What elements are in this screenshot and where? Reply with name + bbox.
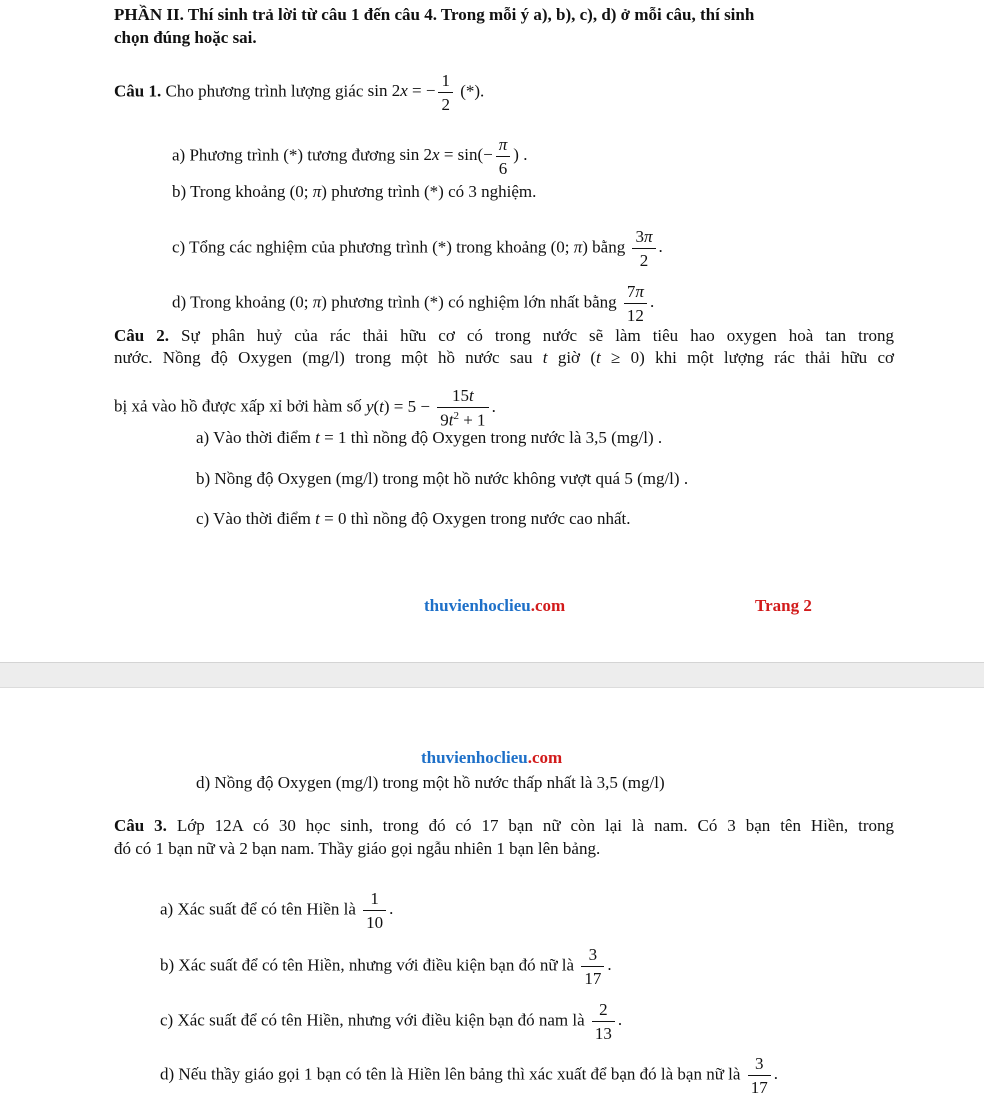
q2-line-2-pre: nước. Nồng độ Oxygen (mg/l) trong một hồ nước sau	[114, 348, 543, 367]
q1-c-value: $\frac{3\pi}{2}$ .	[629, 237, 662, 256]
q1-a-text: a) Phương trình (*) tương đương	[172, 145, 400, 165]
q2-option-d	[196, 772, 665, 794]
q1-option-a	[172, 136, 527, 177]
q2-a-mid: thì nồng độ Oxygen trong nước là	[346, 428, 586, 447]
q3-a-pre: a) Xác suất để có tên Hiền là	[160, 899, 361, 919]
q2-stem-line-1	[114, 325, 894, 347]
q1-b-interval: (0; π)	[289, 182, 327, 201]
q1-d-mid: phương trình (*) có nghiệm lớn nhất bằng	[326, 292, 621, 312]
q2-option-a: a) Vào thời điểm t = 1 thì nồng độ Oxygen trong nước là 3,5 (mg/l) .	[196, 428, 663, 447]
q3-b-value: $\frac{3}{17}$ .	[578, 955, 611, 974]
q2-c-post: thì nồng độ Oxygen trong nước cao nhất.	[346, 509, 631, 528]
q3-stem-line-1	[114, 815, 894, 837]
header-site-link[interactable]	[421, 748, 562, 768]
q1-suffix: (*).	[455, 81, 485, 101]
q3-option-d	[160, 1055, 778, 1096]
q3-d-pre: d) Nếu thầy giáo gọi 1 bạn có tên là Hiền lên bảng thì xác xuất để bạn đó là bạn nữ là	[160, 1064, 745, 1084]
q2-line-1: Sự phân huỷ của rác thải hữu cơ có trong nước sẽ làm tiêu hao oxygen hoà tan trong	[169, 326, 894, 345]
q2-option-c	[196, 508, 631, 530]
q1-option-b	[172, 181, 536, 203]
q1-c-pre: c) Tổng các nghiệm của phương trình (*) trong khoảng	[172, 237, 551, 257]
q2-c-cond: t = 0	[315, 509, 347, 528]
q2-line-2-mid: giờ	[547, 348, 591, 367]
q2-d-value: 3,5 (mg/l)	[596, 773, 665, 792]
q1-c-mid: bằng	[587, 237, 630, 257]
q2-line-3-pre: bị xả vào hồ được xấp xỉ bởi hàm số	[114, 396, 366, 416]
q2-stem-line-2	[114, 347, 894, 369]
footer-site-name: thuvienhoclieu	[424, 596, 531, 615]
q1-d-value: $\frac{7\pi}{12}$ .	[621, 292, 654, 311]
q1-label: Câu 1.	[114, 81, 162, 101]
q3-a-value: $\frac{1}{10}$ .	[360, 899, 393, 918]
q1-c-interval: (0; π)	[550, 237, 588, 257]
q1-b-post: phương trình (*) có 3 nghiệm.	[326, 182, 537, 201]
footer-site-tld: .com	[530, 596, 566, 615]
q2-d-pre: d) Nồng độ Oxygen (mg/l) trong một hồ nước thấp nhất là	[196, 773, 597, 792]
q2-a-cond: t = 1	[315, 428, 347, 447]
q2-stem-line-3	[114, 387, 496, 429]
q1-b-pre: b) Trong khoảng	[172, 182, 290, 201]
q2-line-2-post: khi một lượng rác thải hữu cơ	[644, 348, 895, 367]
footer-page-number: Trang 2	[755, 596, 812, 615]
q3-c-value: $\frac{2}{13}$ .	[589, 1010, 622, 1029]
q3-option-b	[160, 946, 612, 987]
q2-b-pre: b) Nồng độ Oxygen (mg/l) trong một hồ nước không vượt quá	[196, 469, 625, 488]
q2-a-value: 3,5 (mg/l)	[585, 428, 654, 447]
footer-site-link[interactable]	[424, 596, 565, 616]
section-title-line-2: chọn đúng hoặc sai.	[114, 28, 257, 47]
q1-d-pre: d) Trong khoảng	[172, 292, 290, 312]
q2-option-b: b) Nồng độ Oxygen (mg/l) trong một hồ nước không vượt quá 5 (mg/l) .	[196, 469, 689, 488]
q3-b-pre: b) Xác suất để có tên Hiền, nhưng với điều kiện bạn đó nữ là	[160, 955, 579, 975]
q3-line-1: Lớp 12A có 30 học sinh, trong đó có 17 bạn nữ còn lại là nam. Có 3 bạn tên Hiền, trong	[166, 816, 894, 835]
q2-a-pre: a) Vào thời điểm	[196, 428, 316, 447]
document-page-2	[0, 688, 984, 1097]
page-separator	[0, 662, 984, 688]
header-site-tld: .com	[527, 748, 563, 767]
q2-b-value: 5 (mg/l)	[624, 469, 680, 488]
q3-stem-line-2: đó có 1 bạn nữ và 2 bạn nam. Thầy giáo gọi ngẫu nhiên 1 bạn lên bảng.	[114, 839, 601, 858]
header-site-name: thuvienhoclieu	[421, 748, 528, 767]
q3-option-c	[160, 1001, 622, 1042]
q3-label: Câu 3.	[114, 816, 167, 835]
q1-a-equation: sin 2x = sin(− $\frac{\pi}{6}$ ) .	[399, 135, 528, 178]
q2-condition: (t ≥ 0)	[590, 348, 645, 367]
q1-text: Cho phương trình lượng giác	[161, 81, 368, 101]
q2-function: y(t) = 5 − $\frac{15t}{9t^2 + 1}$ .	[365, 386, 496, 430]
q2-c-pre: c) Vào thời điểm	[196, 509, 316, 528]
q2-var-t: t	[542, 348, 548, 367]
q1-d-interval: (0; π)	[289, 292, 327, 312]
q2-label: Câu 2.	[114, 326, 169, 345]
section-title-line-1: PHẦN II. Thí sinh trả lời từ câu 1 đến câu 4. Trong mỗi ý a), b), c), d) ở mỗi câu, thí sinh	[114, 5, 755, 24]
q3-d-value: $\frac{3}{17}$ .	[745, 1064, 778, 1083]
q1-stem	[114, 72, 484, 113]
q1-option-c	[172, 228, 663, 269]
q3-c-pre: c) Xác suất để có tên Hiền, nhưng với điều kiện bạn đó nam là	[160, 1010, 589, 1030]
q1-option-d	[172, 283, 654, 324]
q3-option-a	[160, 890, 393, 931]
q1-equation: sin 2x = − $\frac{1}{2}$	[368, 81, 456, 100]
